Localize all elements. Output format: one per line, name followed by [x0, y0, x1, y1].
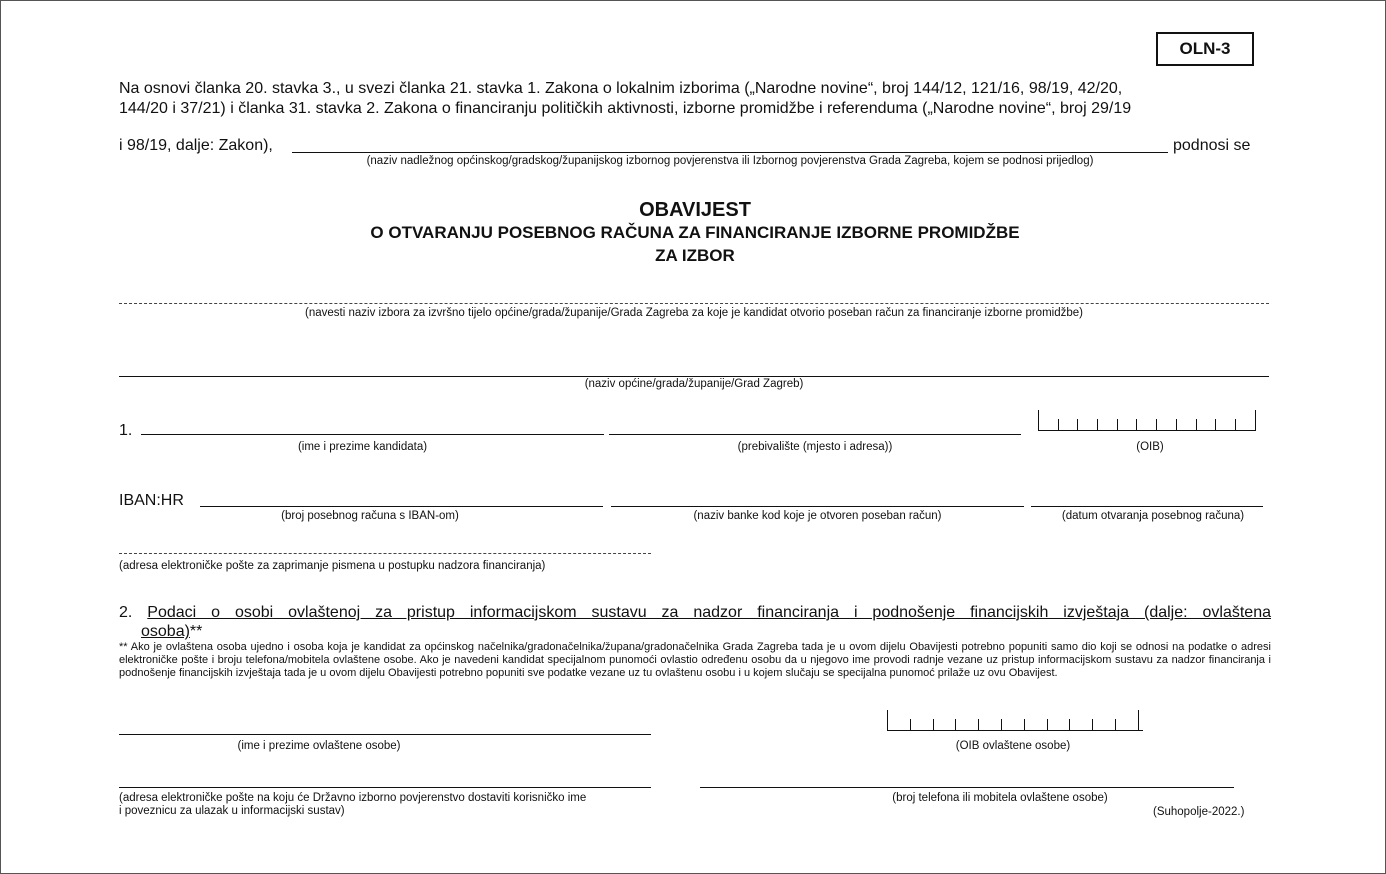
caption-account: (broj posebnog računa s IBAN-om)	[281, 510, 459, 522]
municipality-field[interactable]	[119, 376, 1269, 377]
caption-election: (navesti naziv izbora za izvršno tijelo općine/grada/županije/Grada Zagreba za koje je kandidat otvorio poseban račun za financiranje izborne promidžbe)	[305, 307, 1083, 319]
caption-commission: (naziv nadležnog općinskog/gradskog/županijskog izbornog povjerenstva ili Izbornog povjerenstva Grada Zagreba, kojem se podnosi prijedlog)	[366, 155, 1094, 167]
account-number-field[interactable]	[200, 506, 603, 507]
intro-line-3-start: i 98/19, dalje: Zakon),	[119, 137, 273, 154]
item-1-number: 1.	[119, 422, 133, 439]
caption-authorized-email-2: i poveznicu za ulazak u informacijski sustav)	[119, 805, 345, 817]
iban-label: IBAN:HR	[119, 492, 184, 509]
caption-residence: (prebivalište (mjesto i adresa))	[737, 441, 893, 453]
caption-email: (adresa elektroničke pošte za zaprimanje pismena u postupku nadzora financiranja)	[119, 560, 546, 572]
open-date-field[interactable]	[1031, 506, 1263, 507]
form-subtitle-2: ZA IZBOR	[655, 246, 735, 265]
caption-authorized-name: (ime i prezime ovlaštene osobe)	[237, 740, 401, 752]
caption-oib: (OIB)	[1136, 441, 1164, 453]
form-code-badge: OLN-3	[1156, 32, 1254, 66]
email-field[interactable]	[119, 553, 651, 554]
intro-line-3-end: podnosi se	[1173, 137, 1251, 154]
bank-name-field[interactable]	[611, 506, 1024, 507]
residence-field[interactable]	[609, 434, 1021, 435]
authorized-name-field[interactable]	[119, 734, 651, 735]
commission-name-field[interactable]	[292, 152, 1168, 153]
caption-phone: (broj telefona ili mobitela ovlaštene osobe)	[892, 792, 1108, 804]
caption-municipality: (naziv općine/grada/županije/Grad Zagreb)	[584, 378, 804, 390]
item-2-heading-cont	[141, 622, 202, 641]
caption-candidate-name: (ime i prezime kandidata)	[297, 441, 428, 453]
intro-line-2: 144/20 i 37/21) i članka 31. stavka 2. Zakona o financiranju političkih aktivnosti, izborne promidžbe i referenduma („Narodne novine“, broj 29/19	[119, 100, 1132, 117]
form-subtitle: O OTVARANJU POSEBNOG RAČUNA ZA FINANCIRANJE IZBORNE PROMIDŽBE	[370, 223, 1020, 242]
authorized-oib-field[interactable]	[887, 710, 1143, 731]
footer-source: (Suhopolje-2022.)	[1153, 806, 1245, 818]
item-2-text: Podaci o osobi ovlaštenoj za pristup informacijskom sustavu za nadzor financiranja i podnošenje financijskih izvještaja (dalje: ovlaštena	[147, 604, 1271, 621]
caption-open-date: (datum otvaranja posebnog računa)	[1061, 510, 1245, 522]
item-2-number: 2.	[119, 604, 133, 621]
caption-authorized-oib: (OIB ovlaštene osobe)	[955, 740, 1071, 752]
caption-bank: (naziv banke kod koje je otvoren poseban račun)	[693, 510, 942, 522]
item-2-marker: **	[189, 623, 203, 640]
form-title: OBAVIJEST	[639, 199, 751, 221]
phone-field[interactable]	[700, 787, 1234, 788]
item-2-text-cont: osoba)	[141, 623, 190, 640]
item-2-heading	[119, 603, 1271, 622]
candidate-name-field[interactable]	[141, 434, 604, 435]
authorized-email-field[interactable]	[119, 787, 651, 788]
footnote: ** Ako je ovlaštena osoba ujedno i osoba koja je kandidat za općinskog načelnika/gradonačelnika/župana/gradonačelnika Grada Zagreba tada je u ovom dijelu Obavijesti potrebno popuniti samo dio koji se odnosi na podatke o adresi elektroničke pošte i broju telefona/mobitela ovlaštene osobe. Ako je navedeni kandidat specijalnom punomoći ovlastio određenu osobu da u njegovo ime provodi radnje vezane uz pristup informacijskom sustavu za nadzor financiranja i podnošenje financijskih izvještaja tada je u ovom dijelu Obavijesti potrebno popuniti sve podatke vezane uz tu ovlaštenu osobu i u kojem slučaju se specijalna punomoć prilaže uz ovu Obavijest.	[119, 641, 1271, 679]
caption-authorized-email-1: (adresa elektroničke pošte na koju će Državno izborno povjerenstvo dostaviti korisničko ime	[119, 792, 587, 804]
election-name-field[interactable]	[119, 303, 1269, 304]
candidate-oib-field[interactable]	[1038, 410, 1256, 431]
intro-line-1: Na osnovi članka 20. stavka 3., u svezi članka 21. stavka 1. Zakona o lokalnim izborima („Narodne novine“, broj 144/12, 121/16, 98/19, 42/20,	[119, 80, 1123, 97]
